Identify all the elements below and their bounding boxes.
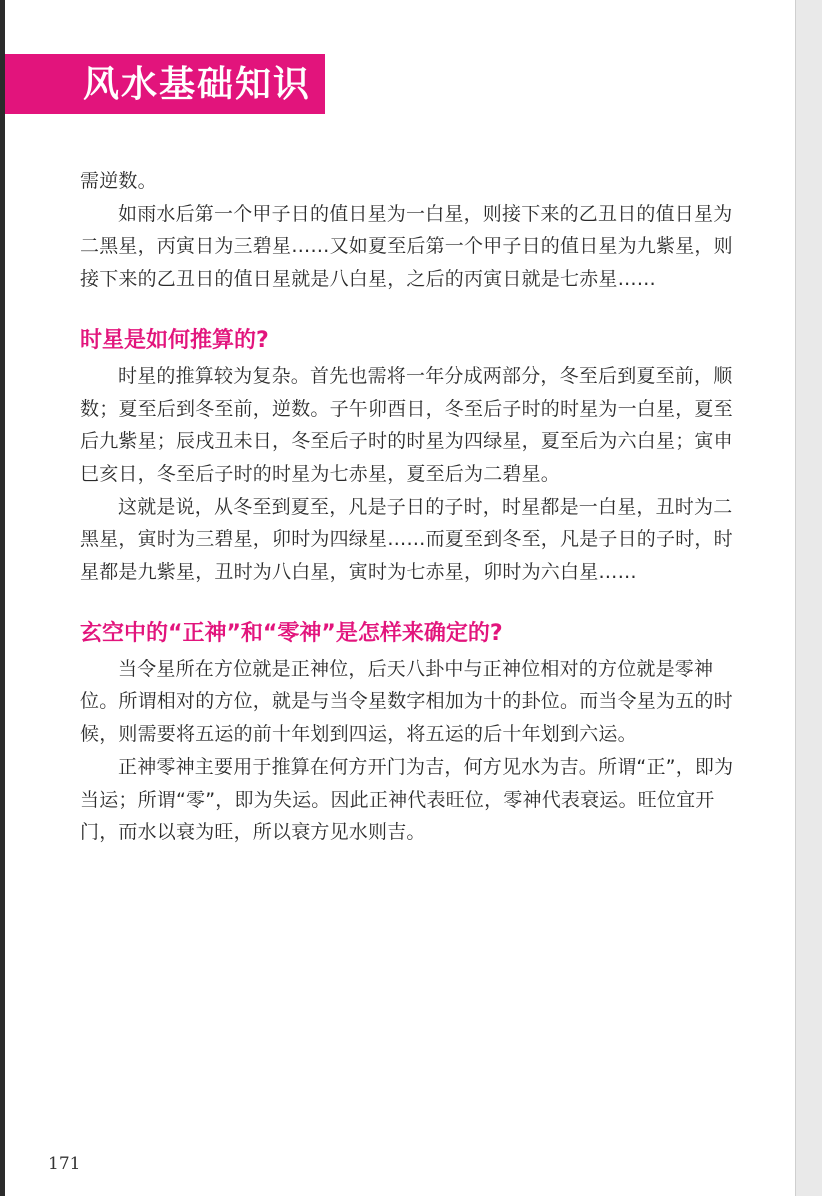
section-heading: 时星是如何推算的? bbox=[80, 327, 269, 353]
page-left-border bbox=[0, 0, 5, 1196]
page-number: 171 bbox=[48, 1154, 81, 1174]
continued-paragraph: 需逆数。 bbox=[80, 170, 157, 192]
section-hour-star bbox=[80, 324, 740, 589]
chapter-header-banner bbox=[5, 54, 325, 114]
body-paragraph: 这就是说，从冬至到夏至，凡是子日的子时，时星都是一白星，丑时为二黑星，寅时为三碧星，卯时为四绿星……而夏至到冬至，凡是子日的子时，时星都是九紫星，丑时为八白星，寅时为七赤星，卯时为六白星…… bbox=[80, 495, 733, 584]
section-heading: 玄空中的“正神”和“零神”是怎样来确定的? bbox=[80, 620, 503, 646]
body-paragraph: 时星的推算较为复杂。首先也需将一年分成两部分，冬至后到夏至前，顺数；夏至后到冬至前，逆数。子午卯酉日，冬至后子时的时星为一白星，夏至后九紫星；辰戌丑未日，冬至后子时的时星为四绿星，夏至后为六白星；寅申巳亥日，冬至后子时的时星为七赤星，夏至后为二碧星。 bbox=[80, 364, 733, 485]
section-zheng-ling-shen bbox=[80, 617, 740, 849]
body-paragraph: 当令星所在方位就是正神位，后天八卦中与正神位相对的方位就是零神位。所谓相对的方位，就是与当令星数字相加为十的卦位。而当令星为五的时候，则需要将五运的前十年划到四运，将五运的后十年划到六运。 bbox=[80, 657, 733, 746]
page-body bbox=[80, 165, 740, 849]
body-paragraph: 正神零神主要用于推算在何方开门为吉，何方见水为吉。所谓“正”，即为当运；所谓“零”，即为失运。因此正神代表旺位，零神代表衰运。旺位宜开门，而水以衰为旺，所以衰方见水则吉。 bbox=[80, 755, 734, 844]
body-paragraph: 如雨水后第一个甲子日的值日星为一白星，则接下来的乙丑日的值日星为二黑星，丙寅日为三碧星……又如夏至后第一个甲子日的值日星为九紫星，则接下来的乙丑日的值日星就是八白星，之后的丙寅日就是七赤星…… bbox=[80, 202, 733, 291]
chapter-title: 风水基础知识 bbox=[83, 63, 312, 105]
page-right-margin bbox=[796, 0, 822, 1196]
